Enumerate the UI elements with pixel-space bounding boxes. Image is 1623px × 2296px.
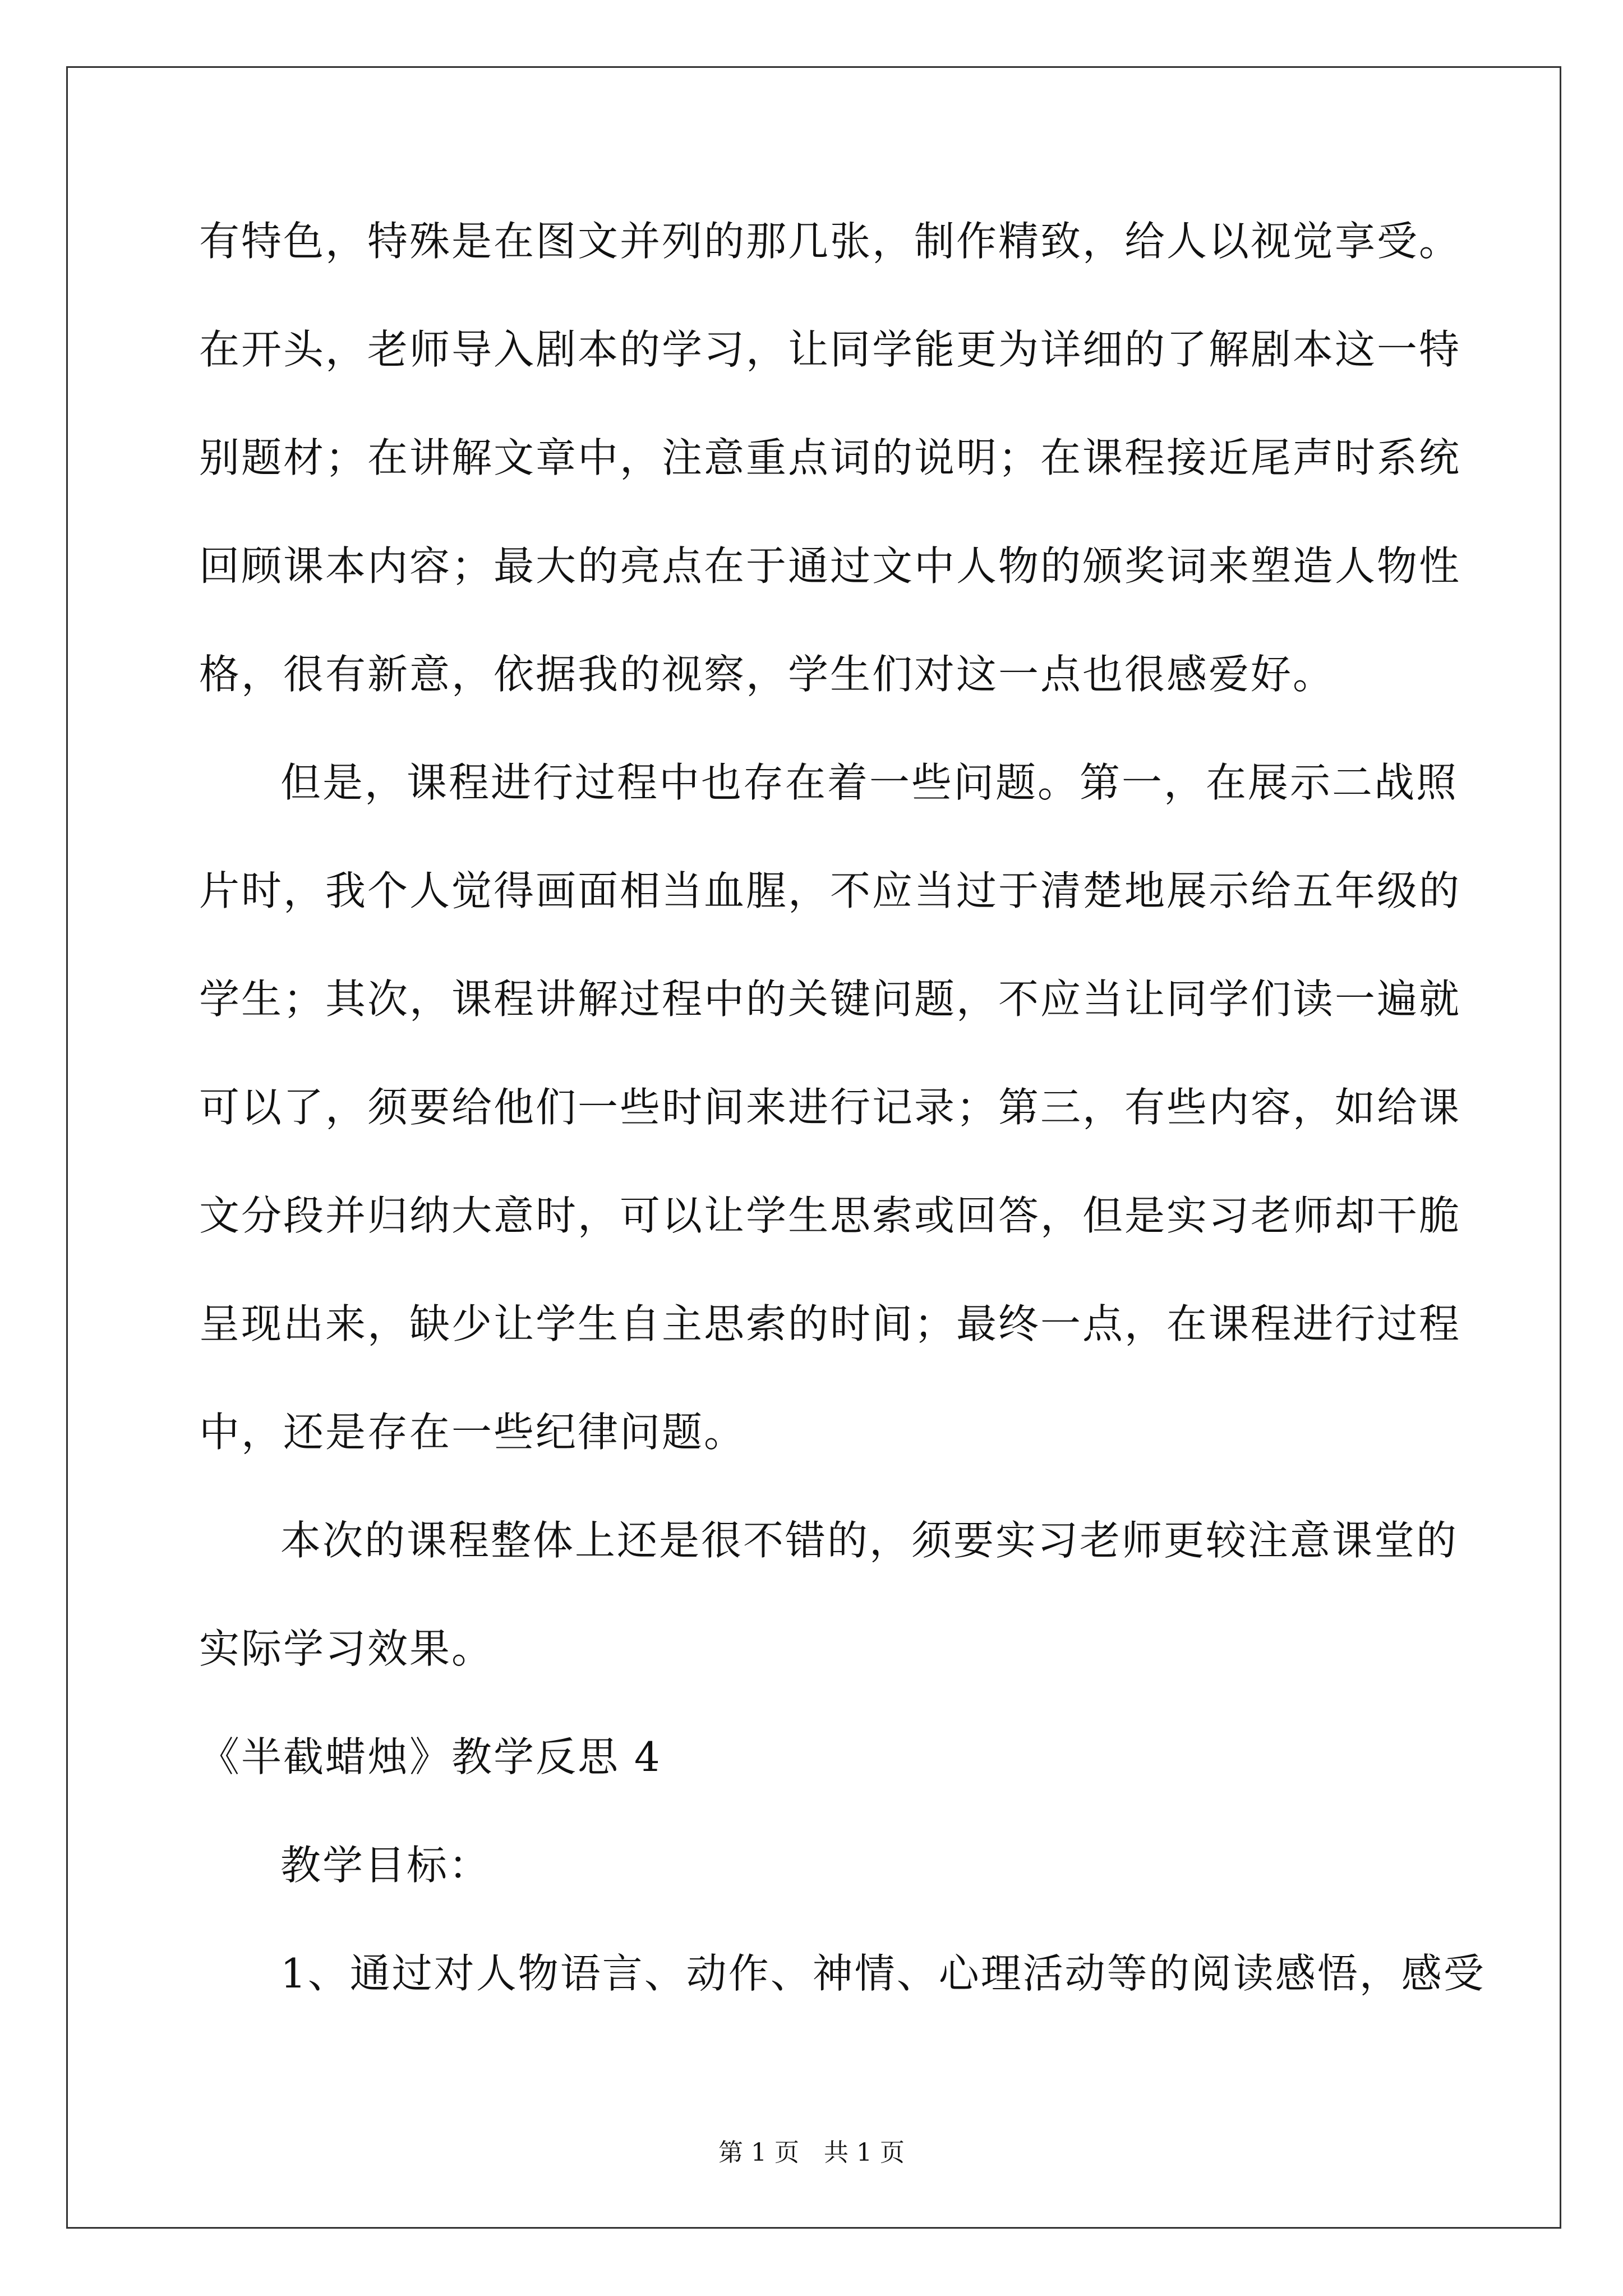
text-line: 格，很有新意，依据我的视察，学生们对这一点也很感爱好。 [199, 651, 1335, 698]
list-item: 1、通过对人物语言、动作、神情、心理活动等的阅读感悟，感受 [280, 1950, 1486, 1997]
text-line: 回顾课本内容；最大的亮点在于通过文中人物的颁奖词来塑造人物性 [199, 542, 1461, 590]
section-heading: 《半截蜡烛》教学反思 4 [199, 1733, 662, 1780]
text-line: 学生；其次，课程讲解过程中的关键问题，不应当让同学们读一遍就 [199, 976, 1461, 1023]
page-footer: 第 1 页 共 1 页 [718, 2138, 905, 2167]
text-line: 中，还是存在一些纪律问题。 [199, 1409, 746, 1456]
text-line: 片时，我个人觉得画面相当血腥，不应当过于清楚地展示给五年级的 [199, 867, 1461, 914]
text-line: 在开头，老师导入剧本的学习，让同学能更为详细的了解剧本这一特 [199, 326, 1461, 373]
paragraph-first-line: 本次的课程整体上还是很不错的，须要实习老师更较注意课堂的 [280, 1517, 1459, 1564]
text-line: 实际学习效果。 [199, 1625, 494, 1672]
text-line: 有特色，特殊是在图文并列的那几张，制作精致，给人以视觉享受。 [199, 218, 1461, 265]
text-line: 别题材；在讲解文章中，注意重点词的说明；在课程接近尾声时系统 [199, 434, 1461, 481]
text-line: 呈现出来，缺少让学生自主思索的时间；最终一点，在课程进行过程 [199, 1300, 1461, 1347]
page-border [66, 66, 1561, 2229]
paragraph-first-line: 但是，课程进行过程中也存在着一些问题。第一，在展示二战照 [280, 759, 1459, 806]
text-line: 文分段并归纳大意时，可以让学生思索或回答，但是实习老师却干脆 [199, 1192, 1461, 1239]
subheading: 教学目标： [280, 1842, 491, 1889]
text-line: 可以了，须要给他们一些时间来进行记录；第三，有些内容，如给课 [199, 1084, 1461, 1131]
